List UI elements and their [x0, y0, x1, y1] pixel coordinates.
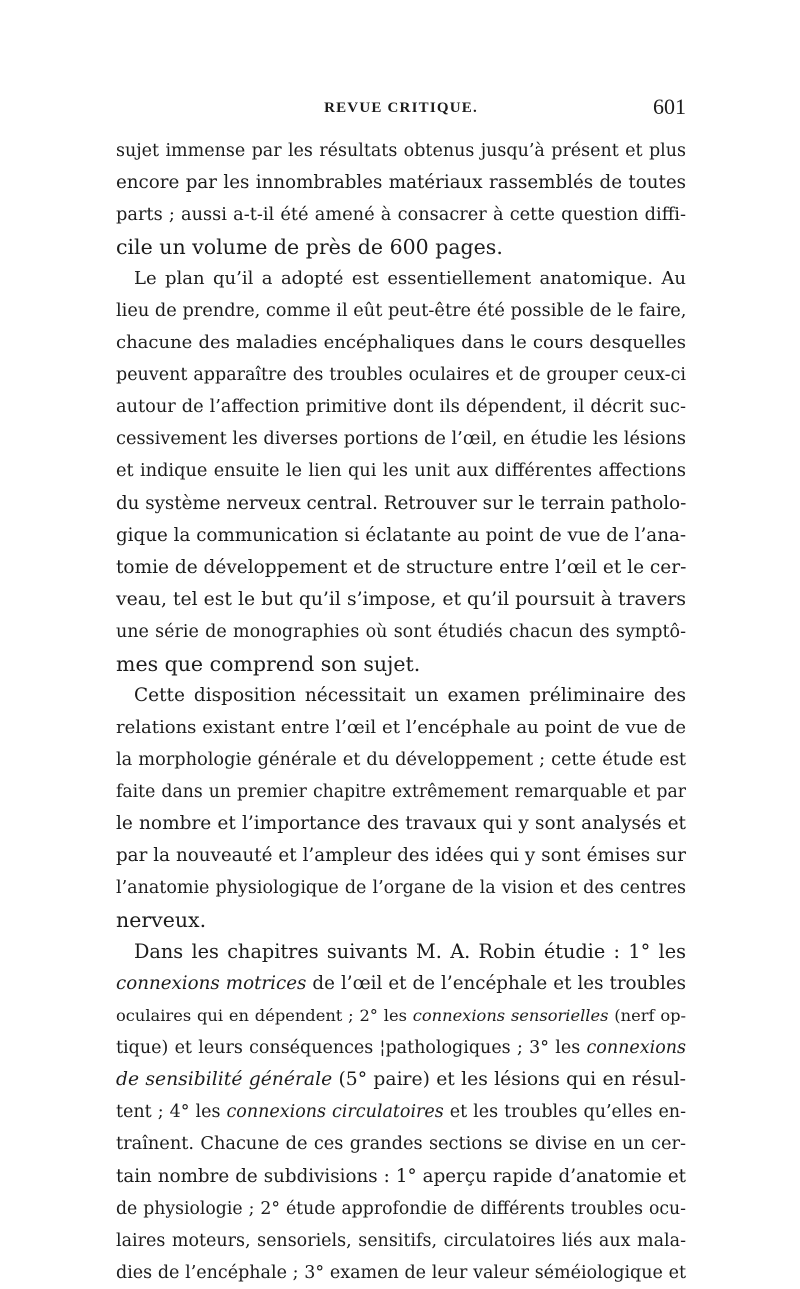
paragraph-start-line: Le plan qu’il a adopté est essentiellement anatomique. Au	[134, 268, 686, 290]
text-line: dies de l’encéphale ; 3° examen de leur valeur séméiologique et	[116, 1262, 686, 1283]
page-number: 601	[653, 94, 686, 119]
text-line: tent ; 4° les connexions circulatoires et les troubles qu’elles en-	[116, 1102, 686, 1123]
italic-term: connexions motrices	[116, 973, 307, 995]
text-line: l’anatomie physiologique de l’organe de la vision et des centres	[116, 878, 686, 899]
text-line: tomie de développement et de structure entre l’œil et le cer-	[116, 556, 687, 578]
text-line: lieu de prendre, comme il eût peut-être été possible de le faire,	[116, 301, 687, 322]
text-line: la morphologie générale et du développement ; cette étude est	[116, 749, 686, 770]
text-line: cile un volume de près de 600 pages.	[116, 235, 503, 260]
italic-term: connexions circulatoires	[226, 1102, 444, 1123]
running-head: REVUE CRITIQUE.	[324, 100, 478, 116]
text-line: veau, tel est le but qu’il s’impose, et qu’il poursuit à travers	[116, 588, 686, 610]
text-line: de physiologie ; 2° étude approfondie de différents troubles ocu-	[116, 1198, 686, 1219]
text-line: mes que comprend son sujet.	[116, 651, 421, 676]
text-line: et indique ensuite le lien qui les unit aux différentes affections	[116, 461, 686, 482]
text-line: gique la communication si éclatante au point de vue de l’ana-	[116, 524, 686, 546]
text-line: le nombre et l’importance des travaux qui y sont analysés et	[116, 812, 686, 834]
text-line: par la nouveauté et l’ampleur des idées qui y sont émises sur	[116, 845, 686, 867]
paragraph-start-line: Cette disposition nécessitait un examen préliminaire des	[134, 684, 686, 706]
text-line: faite dans un premier chapitre extrêmement remarquable et par	[116, 781, 686, 802]
text-line: encore par les innombrables matériaux rassemblés de toutes	[116, 172, 686, 194]
italic-term: connexions	[586, 1038, 686, 1059]
text-line: cessivement les diverses portions de l’œil, en étudie les lésions	[116, 429, 686, 450]
paragraph-start-line: Dans les chapitres suivants M. A. Robin étudie : 1° les	[134, 940, 686, 964]
text-line: relations existant entre l’œil et l’encéphale au point de vue de	[116, 716, 686, 738]
text-line: parts ; aussi a-t-il été amené à consacrer à cette question diffi-	[116, 205, 686, 226]
italic-term: connexions sensorielles	[412, 1006, 609, 1026]
text-line: sujet immense par les résultats obtenus jusqu’à présent et plus	[116, 141, 686, 161]
page-header	[116, 92, 686, 122]
text-line: du système nerveux central. Retrouver sur le terrain patholo-	[116, 492, 687, 514]
text-line: chacune des maladies encéphaliques dans le cours desquelles	[116, 332, 686, 354]
body-text	[116, 135, 686, 1289]
text-line: tain nombre de subdivisions : 1° aperçu rapide d’anatomie et	[116, 1165, 686, 1187]
text-line: nerveux.	[116, 908, 207, 933]
text-line: oculaires qui en dépendent ; 2° les connexions sensorielles (nerf op-	[116, 1006, 686, 1026]
text-line: une série de monographies où sont étudiés chacun des symptô-	[116, 621, 686, 642]
italic-term: de sensibilité générale	[116, 1069, 333, 1091]
text-line: de sensibilité générale (5° paire) et les lésions qui en résul-	[116, 1069, 686, 1091]
text-line: connexions motrices de l’œil et de l’encéphale et les troubles	[116, 973, 686, 995]
text-line: laires moteurs, sensoriels, sensitifs, circulatoires liés aux mala-	[116, 1230, 686, 1251]
text-line: traînent. Chacune de ces grandes sections se divise en un cer-	[116, 1134, 686, 1155]
text-line: autour de l’affection primitive dont ils dépendent, il décrit suc-	[116, 397, 686, 418]
text-line: tique) et leurs conséquences ¦pathologiques ; 3° les connexions	[116, 1038, 686, 1059]
text-line: peuvent apparaître des troubles oculaires et de grouper ceux-ci	[116, 365, 686, 386]
